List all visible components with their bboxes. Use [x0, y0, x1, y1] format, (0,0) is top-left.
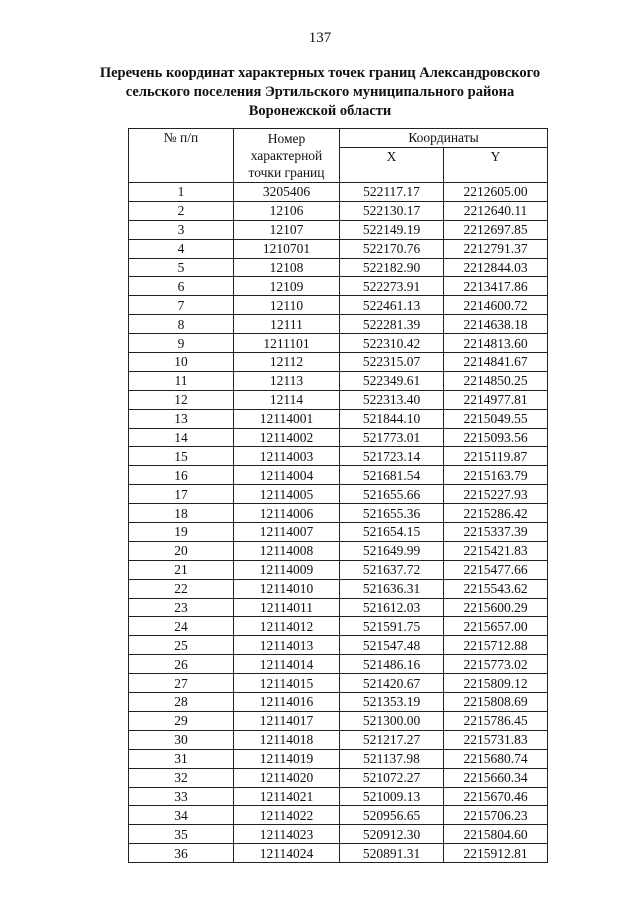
point-number-cell: 12109	[234, 277, 340, 296]
table-row	[129, 428, 548, 447]
x-coordinate-cell: 522273.91	[340, 277, 444, 296]
row-number-cell: 3	[129, 220, 234, 239]
point-number-cell: 12114010	[234, 579, 340, 598]
point-number-cell: 12107	[234, 220, 340, 239]
point-number-cell: 12114004	[234, 466, 340, 485]
table-row	[129, 201, 548, 220]
table-body	[129, 183, 548, 863]
row-number-cell: 29	[129, 711, 234, 730]
table-row	[129, 693, 548, 712]
y-coordinate-cell: 2215093.56	[444, 428, 548, 447]
y-coordinate-cell: 2215600.29	[444, 598, 548, 617]
row-number-cell: 2	[129, 201, 234, 220]
x-coordinate-cell: 522130.17	[340, 201, 444, 220]
x-coordinate-cell: 521654.15	[340, 523, 444, 542]
table-row	[129, 447, 548, 466]
row-number-cell: 13	[129, 409, 234, 428]
point-number-cell: 12114024	[234, 844, 340, 863]
row-number-cell: 17	[129, 485, 234, 504]
y-coordinate-cell: 2215912.81	[444, 844, 548, 863]
y-coordinate-cell: 2215477.66	[444, 560, 548, 579]
document-title	[90, 64, 550, 121]
table-row	[129, 579, 548, 598]
point-number-cell: 12114023	[234, 825, 340, 844]
table-row	[129, 258, 548, 277]
coordinates-table	[128, 128, 548, 863]
point-number-cell: 12108	[234, 258, 340, 277]
point-number-cell: 12114003	[234, 447, 340, 466]
x-coordinate-cell: 521009.13	[340, 787, 444, 806]
point-number-cell: 12112	[234, 353, 340, 372]
row-number-cell: 4	[129, 239, 234, 258]
row-number-cell: 7	[129, 296, 234, 315]
x-coordinate-cell: 521420.67	[340, 674, 444, 693]
x-coordinate-cell: 522315.07	[340, 353, 444, 372]
y-coordinate-cell: 2214977.81	[444, 390, 548, 409]
table-row	[129, 617, 548, 636]
x-coordinate-cell: 521649.99	[340, 541, 444, 560]
row-number-cell: 10	[129, 353, 234, 372]
table-row	[129, 504, 548, 523]
y-coordinate-cell: 2214841.67	[444, 353, 548, 372]
row-number-cell: 34	[129, 806, 234, 825]
y-coordinate-cell: 2215049.55	[444, 409, 548, 428]
point-number-cell: 12114011	[234, 598, 340, 617]
table-row	[129, 787, 548, 806]
x-coordinate-cell: 522313.40	[340, 390, 444, 409]
table-row	[129, 466, 548, 485]
title-line: Воронежской области	[248, 103, 392, 119]
y-coordinate-cell: 2214638.18	[444, 315, 548, 334]
x-coordinate-cell: 521655.36	[340, 504, 444, 523]
y-coordinate-cell: 2215712.88	[444, 636, 548, 655]
y-coordinate-cell: 2215119.87	[444, 447, 548, 466]
x-coordinate-cell: 521486.16	[340, 655, 444, 674]
header-point-number	[234, 129, 340, 183]
point-number-cell: 12106	[234, 201, 340, 220]
row-number-cell: 6	[129, 277, 234, 296]
y-coordinate-cell: 2215809.12	[444, 674, 548, 693]
point-number-cell: 12111	[234, 315, 340, 334]
point-number-cell: 12114020	[234, 768, 340, 787]
point-number-cell: 3205406	[234, 183, 340, 202]
point-number-cell: 12114014	[234, 655, 340, 674]
table-row	[129, 390, 548, 409]
x-coordinate-cell: 521655.66	[340, 485, 444, 504]
x-coordinate-cell: 522170.76	[340, 239, 444, 258]
y-coordinate-cell: 2215773.02	[444, 655, 548, 674]
point-number-cell: 12114022	[234, 806, 340, 825]
point-number-cell: 12114005	[234, 485, 340, 504]
table-row	[129, 768, 548, 787]
row-number-cell: 30	[129, 730, 234, 749]
row-number-cell: 20	[129, 541, 234, 560]
y-coordinate-cell: 2212697.85	[444, 220, 548, 239]
x-coordinate-cell: 521353.19	[340, 693, 444, 712]
table-row	[129, 541, 548, 560]
x-coordinate-cell: 521612.03	[340, 598, 444, 617]
x-coordinate-cell: 521636.31	[340, 579, 444, 598]
table-row	[129, 825, 548, 844]
table-row	[129, 749, 548, 768]
y-coordinate-cell: 2215657.00	[444, 617, 548, 636]
row-number-cell: 36	[129, 844, 234, 863]
point-number-cell: 12114018	[234, 730, 340, 749]
table-row	[129, 239, 548, 258]
header-number: № п/п	[129, 129, 234, 183]
x-coordinate-cell: 521591.75	[340, 617, 444, 636]
y-coordinate-cell: 2215543.62	[444, 579, 548, 598]
y-coordinate-cell: 2215786.45	[444, 711, 548, 730]
y-coordinate-cell: 2215286.42	[444, 504, 548, 523]
point-number-cell: 12114012	[234, 617, 340, 636]
row-number-cell: 21	[129, 560, 234, 579]
x-coordinate-cell: 522349.61	[340, 371, 444, 390]
table-row	[129, 334, 548, 353]
title-line: сельского поселения Эртильского муниципального района	[125, 84, 515, 100]
row-number-cell: 25	[129, 636, 234, 655]
x-coordinate-cell: 521681.54	[340, 466, 444, 485]
row-number-cell: 16	[129, 466, 234, 485]
row-number-cell: 32	[129, 768, 234, 787]
row-number-cell: 31	[129, 749, 234, 768]
point-number-cell: 12114002	[234, 428, 340, 447]
row-number-cell: 23	[129, 598, 234, 617]
row-number-cell: 28	[129, 693, 234, 712]
row-number-cell: 5	[129, 258, 234, 277]
table-row	[129, 560, 548, 579]
point-number-cell: 12114007	[234, 523, 340, 542]
row-number-cell: 19	[129, 523, 234, 542]
x-coordinate-cell: 521773.01	[340, 428, 444, 447]
row-number-cell: 14	[129, 428, 234, 447]
row-number-cell: 12	[129, 390, 234, 409]
x-coordinate-cell: 520956.65	[340, 806, 444, 825]
table-row	[129, 523, 548, 542]
x-coordinate-cell: 520912.30	[340, 825, 444, 844]
y-coordinate-cell: 2215227.93	[444, 485, 548, 504]
y-coordinate-cell: 2215808.69	[444, 693, 548, 712]
point-number-cell: 12114017	[234, 711, 340, 730]
row-number-cell: 35	[129, 825, 234, 844]
table-row	[129, 730, 548, 749]
table-row	[129, 674, 548, 693]
y-coordinate-cell: 2215163.79	[444, 466, 548, 485]
row-number-cell: 15	[129, 447, 234, 466]
table-row	[129, 183, 548, 202]
row-number-cell: 18	[129, 504, 234, 523]
x-coordinate-cell: 521723.14	[340, 447, 444, 466]
header-coordinates: Координаты	[340, 129, 548, 148]
y-coordinate-cell: 2215670.46	[444, 787, 548, 806]
y-coordinate-cell: 2212640.11	[444, 201, 548, 220]
point-number-cell: 12110	[234, 296, 340, 315]
table-row	[129, 844, 548, 863]
x-coordinate-cell: 522281.39	[340, 315, 444, 334]
table-row	[129, 655, 548, 674]
row-number-cell: 22	[129, 579, 234, 598]
table-row	[129, 296, 548, 315]
table-row	[129, 636, 548, 655]
table-row	[129, 315, 548, 334]
row-number-cell: 8	[129, 315, 234, 334]
point-number-cell: 12113	[234, 371, 340, 390]
table-row	[129, 277, 548, 296]
point-number-cell: 12114009	[234, 560, 340, 579]
table-row	[129, 220, 548, 239]
y-coordinate-cell: 2212844.03	[444, 258, 548, 277]
x-coordinate-cell: 521137.98	[340, 749, 444, 768]
y-coordinate-cell: 2214850.25	[444, 371, 548, 390]
x-coordinate-cell: 522117.17	[340, 183, 444, 202]
row-number-cell: 26	[129, 655, 234, 674]
x-coordinate-cell: 521072.27	[340, 768, 444, 787]
point-number-cell: 12114006	[234, 504, 340, 523]
point-number-cell: 12114015	[234, 674, 340, 693]
y-coordinate-cell: 2215706.23	[444, 806, 548, 825]
x-coordinate-cell: 522149.19	[340, 220, 444, 239]
row-number-cell: 1	[129, 183, 234, 202]
table-row	[129, 353, 548, 372]
y-coordinate-cell: 2214813.60	[444, 334, 548, 353]
y-coordinate-cell: 2212791.37	[444, 239, 548, 258]
x-coordinate-cell: 521844.10	[340, 409, 444, 428]
x-coordinate-cell: 522182.90	[340, 258, 444, 277]
header-y: Y	[444, 148, 548, 183]
table-row	[129, 806, 548, 825]
point-number-cell: 1210701	[234, 239, 340, 258]
y-coordinate-cell: 2213417.86	[444, 277, 548, 296]
point-number-cell: 12114008	[234, 541, 340, 560]
x-coordinate-cell: 521637.72	[340, 560, 444, 579]
header-point-label: Номер характерной точки границ	[248, 131, 325, 180]
y-coordinate-cell: 2215337.39	[444, 523, 548, 542]
row-number-cell: 27	[129, 674, 234, 693]
x-coordinate-cell: 522461.13	[340, 296, 444, 315]
point-number-cell: 12114016	[234, 693, 340, 712]
page-number: 137	[308, 30, 332, 46]
y-coordinate-cell: 2214600.72	[444, 296, 548, 315]
y-coordinate-cell: 2212605.00	[444, 183, 548, 202]
point-number-cell: 12114019	[234, 749, 340, 768]
x-coordinate-cell: 521547.48	[340, 636, 444, 655]
x-coordinate-cell: 522310.42	[340, 334, 444, 353]
point-number-cell: 12114013	[234, 636, 340, 655]
y-coordinate-cell: 2215804.60	[444, 825, 548, 844]
point-number-cell: 12114001	[234, 409, 340, 428]
table-row	[129, 409, 548, 428]
x-coordinate-cell: 520891.31	[340, 844, 444, 863]
point-number-cell: 12114021	[234, 787, 340, 806]
y-coordinate-cell: 2215421.83	[444, 541, 548, 560]
y-coordinate-cell: 2215731.83	[444, 730, 548, 749]
row-number-cell: 33	[129, 787, 234, 806]
title-line: Перечень координат характерных точек границ Александровского	[99, 65, 541, 81]
table-row	[129, 711, 548, 730]
table-row	[129, 598, 548, 617]
point-number-cell: 1211101	[234, 334, 340, 353]
row-number-cell: 9	[129, 334, 234, 353]
y-coordinate-cell: 2215660.34	[444, 768, 548, 787]
y-coordinate-cell: 2215680.74	[444, 749, 548, 768]
table-row	[129, 371, 548, 390]
point-number-cell: 12114	[234, 390, 340, 409]
row-number-cell: 24	[129, 617, 234, 636]
x-coordinate-cell: 521300.00	[340, 711, 444, 730]
table-row	[129, 485, 548, 504]
row-number-cell: 11	[129, 371, 234, 390]
x-coordinate-cell: 521217.27	[340, 730, 444, 749]
header-x: X	[340, 148, 444, 183]
